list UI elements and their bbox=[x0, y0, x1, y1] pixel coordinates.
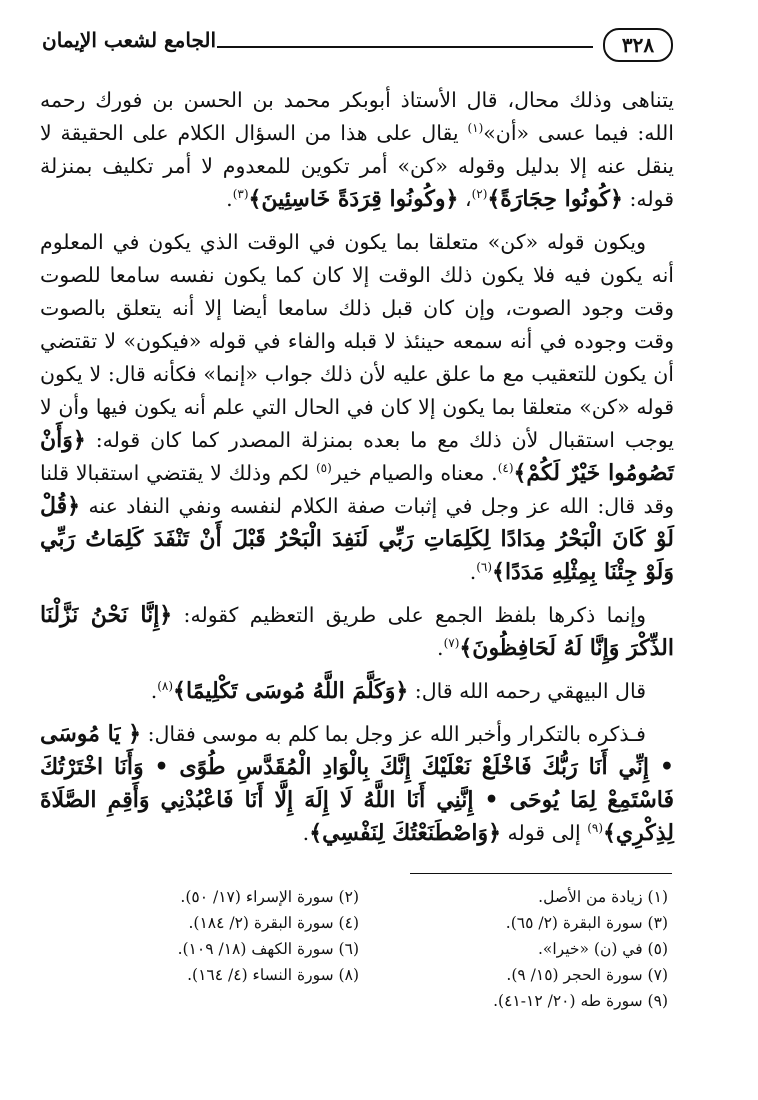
text-run: يقال على هذا من السؤال الكلام على الحقيقة لا ينقل عنه إلا بدليل وقوله «كن» أمر تكوين للمعدوم لا أمر تكليف بمنزلة قوله: bbox=[40, 121, 674, 211]
text-run: . bbox=[469, 560, 477, 584]
text-run: . bbox=[302, 821, 310, 845]
paragraph-4 bbox=[40, 675, 674, 708]
footnote-4: (٤) سورة البقرة (٢/ ١٨٤). bbox=[188, 914, 359, 932]
footnote-ref-7: (٧) bbox=[443, 636, 460, 651]
text-run: ويكون قوله «كن» متعلقا بما يكون في الوقت الذي يكون في المعلوم أنه يكون فيه فلا يكون ذلك الوقت إلا كان كما يكون نفسه سامعا للصوت وقت وجود الصوت، وإن كان قبل ذلك سامعا أيضا إلا أنه يتعلق بالصوت وقت وجوده في أنه سمعه حينئذ لا قبله والفاء في قوله «فيكون» لا تقتضي أن يكون للتعقيب مع ما علق عليه لأن ذلك جواب «إنما» فكأنه قال: لا يكون قوله «كن» متعلقا بما يكون إلا كان في الحال التي علم أنه يكون فيها وأن لا يوجب استقبال لأن ذلك مع ما بعده بمنزلة المصدر كما كان قوله: bbox=[40, 230, 674, 452]
footnote-row bbox=[50, 910, 668, 936]
text-run: . bbox=[437, 636, 444, 660]
quran-verse: ﴿وَاصْطَنَعْتُكَ لِنَفْسِي﴾ bbox=[309, 820, 501, 846]
footnote-2: (٢) سورة الإسراء (١٧/ ٥٠). bbox=[180, 888, 359, 906]
footnote-ref-6: (٦) bbox=[476, 560, 493, 575]
text-run: . bbox=[150, 679, 158, 703]
footnote-9: (٩) سورة طه (٢٠/ ١٢-٤١). bbox=[493, 992, 668, 1010]
paragraph-1 bbox=[40, 84, 674, 216]
text-run: . bbox=[226, 187, 233, 211]
header-rule bbox=[217, 46, 593, 48]
quran-verse: ﴿وكُونُوا قِرَدَةً خَاسِئِينَ﴾ bbox=[248, 186, 459, 212]
footnote-6: (٦) سورة الكهف (١٨/ ١٠٩). bbox=[177, 940, 359, 958]
footnote-ref-8: (٨) bbox=[157, 679, 174, 694]
footnote-3: (٣) سورة البقرة (٢/ ٦٥). bbox=[505, 914, 668, 932]
text-run: فـذكره بالتكرار وأخبر الله عز وجل بما كلم به موسى فقال: bbox=[141, 722, 646, 746]
page-number: ٣٢٨ bbox=[603, 28, 673, 62]
quran-verse: ﴿كُونُوا حِجَارَةً﴾ bbox=[487, 186, 623, 212]
footnote-row bbox=[50, 988, 668, 1014]
footnote-ref-3: (٣) bbox=[232, 187, 249, 202]
footnote-ref-2: (٢) bbox=[471, 187, 488, 202]
quran-verse: ﴿إِنَّا نَحْنُ نَزَّلْنَا الذِّكْرَ وَإِنَّا لَهُ لَحَافِظُونَ﴾ bbox=[40, 602, 674, 661]
quran-verse: ﴿وَكَلَّمَ اللَّهُ مُوسَى تَكْلِيمًا﴾ bbox=[173, 678, 409, 704]
footnote-row bbox=[50, 884, 668, 910]
paragraph-3 bbox=[40, 599, 674, 665]
text-run: وإنما ذكرها بلفظ الجمع على طريق التعظيم كقوله: bbox=[172, 603, 646, 627]
footnote-ref-4: (٤) bbox=[497, 461, 514, 476]
footnote-ref-5: (٥) bbox=[315, 461, 332, 476]
footnotes bbox=[50, 884, 668, 1014]
footnote-ref-9: (٩) bbox=[587, 821, 604, 836]
main-text bbox=[40, 84, 674, 860]
text-run: ، bbox=[458, 187, 472, 211]
quran-verse: ﴿قُلْ لَوْ كَانَ الْبَحْرُ مِدَادًا لِكَلِمَاتِ رَبِّي لَنَفِدَ الْبَحْرُ قَبْلَ أَنْ تَنْفَدَ كَلِمَاتُ رَبِّي وَلَوْ جِئْنَا بِمِثْلِهِ مَدَدًا﴾ bbox=[40, 493, 674, 585]
text-run: يتناهى وذلك محال، قال الأستاذ أبوبكر محمد بن الحسن بن فورك رحمه الله: فيما عسى «أن» bbox=[40, 88, 675, 145]
running-header bbox=[42, 22, 673, 68]
footnote-row bbox=[50, 962, 668, 988]
footnote-7: (٧) سورة الحجر (١٥/ ٩). bbox=[506, 966, 668, 984]
quran-verse: ﴿ يَا مُوسَى • إِنِّي أَنَا رَبُّكَ فَاخْلَعْ نَعْلَيْكَ إِنَّكَ بِالْوَادِ الْمُقَدَّسِ طُوًى • وَأَنَا اخْتَرْتُكَ فَاسْتَمِعْ لِمَا يُوحَى • إِنَّنِي أَنَا اللَّهُ لَا إِلَهَ إِلَّا أَنَا فَاعْبُدْنِي وَأَقِمِ الصَّلَاةَ لِذِكْرِي﴾ bbox=[40, 721, 674, 846]
paragraph-2 bbox=[40, 226, 674, 589]
footnote-1: (١) زيادة من الأصل. bbox=[538, 888, 668, 906]
footnote-row bbox=[50, 936, 668, 962]
footnote-separator bbox=[410, 873, 672, 874]
footnote-5: (٥) في (ن) «خيرا». bbox=[537, 940, 668, 958]
text-run: قال البيهقي رحمه الله قال: bbox=[408, 679, 646, 703]
quran-verse: ﴿وَأَنْ تَصُومُوا خَيْرٌ لَكُمْ﴾ bbox=[40, 427, 674, 486]
paragraph-5 bbox=[40, 718, 674, 850]
book-title: الجامع لشعب الإيمان bbox=[42, 28, 217, 52]
text-run: . معناه والصيام خير bbox=[331, 461, 498, 485]
text-run: لكم وذلك لا يقتضي استقبالا قلنا وقد قال: الله عز وجل في إثبات صفة الكلام لنفسه ونفي النفاد عنه bbox=[40, 461, 674, 518]
text-run: إلى قوله bbox=[500, 821, 588, 845]
footnote-ref-1: (١) bbox=[467, 121, 484, 136]
footnote-8: (٨) سورة النساء (٤/ ١٦٤). bbox=[187, 966, 359, 984]
